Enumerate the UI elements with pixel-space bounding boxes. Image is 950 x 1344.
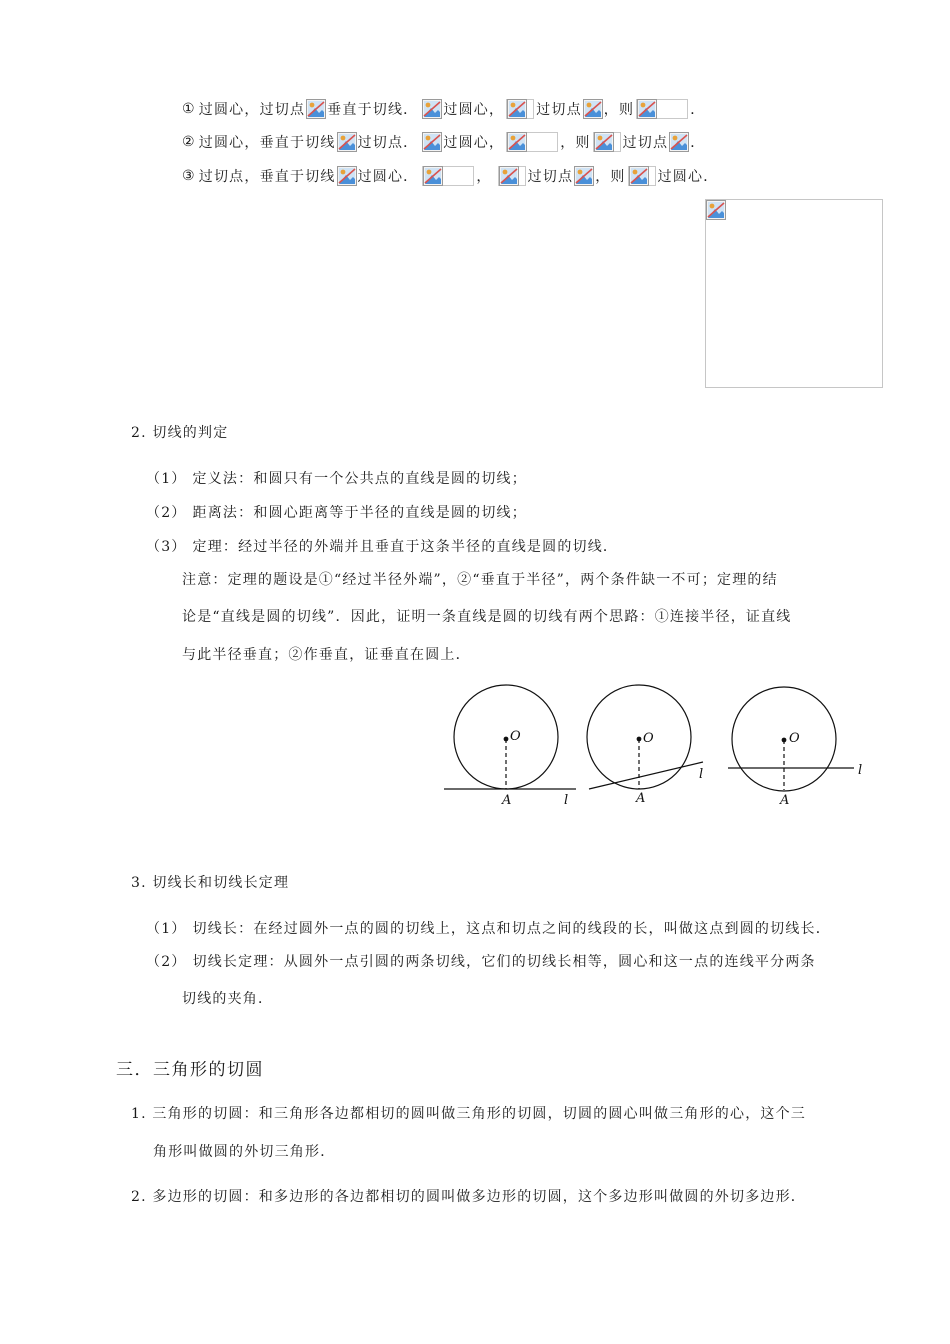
- broken-image-box: [506, 132, 558, 152]
- line-l: [589, 762, 703, 789]
- broken-image-icon: [574, 166, 594, 186]
- list-item-continuation: 切线的夹角．: [182, 991, 274, 1007]
- broken-image-box: [593, 132, 621, 152]
- broken-image-icon: [499, 166, 519, 186]
- broken-image-box: [422, 166, 474, 186]
- label-o: O: [789, 731, 800, 746]
- label-l: l: [564, 793, 569, 808]
- label-o: O: [643, 731, 654, 746]
- case-number: ①: [182, 101, 196, 117]
- broken-image-box: [636, 99, 688, 119]
- broken-image-icon: [507, 99, 527, 119]
- figure-tangent: [444, 685, 576, 808]
- label-a: A: [636, 791, 646, 806]
- broken-image-icon: [337, 132, 357, 152]
- paragraph-line: 1. 三角形的切圆：和三角形各边都相切的圆叫做三角形的切圆，切圆的圆心叫做三角形的心，这个三: [131, 1106, 807, 1122]
- paragraph-line: 角形叫做圆的外切三角形．: [153, 1144, 336, 1160]
- section-title: 3. 切线长和切线长定理: [131, 875, 290, 891]
- broken-image-icon: [583, 99, 603, 119]
- broken-image-icon: [423, 166, 443, 186]
- broken-image-icon: [422, 99, 442, 119]
- label-o: O: [510, 729, 521, 744]
- label-a: A: [780, 793, 790, 808]
- list-item: （2） 距离法：和圆心距离等于半径的直线是圆的切线；: [146, 505, 527, 521]
- tangent-figures: [440, 682, 880, 812]
- list-item: （1） 定义法：和圆只有一个公共点的直线是圆的切线；: [146, 471, 527, 487]
- broken-image-icon: [594, 132, 614, 152]
- label-l: l: [699, 767, 704, 782]
- broken-image-box: [628, 166, 656, 186]
- label-a: A: [502, 793, 512, 808]
- broken-image-box: [506, 99, 534, 119]
- note-line: 注意：定理的题设是①“经过半径外端”，②“垂直于半径”，两个条件缺一不可；定理的结: [182, 572, 778, 588]
- section-title: 2. 切线的判定: [131, 425, 229, 441]
- case-line-3: ③ 过切点，垂直于切线 过圆心． ， 过切点 ，则 过圆心．: [182, 168, 719, 185]
- broken-image-icon: [706, 200, 726, 220]
- paragraph-line: 2. 多边形的切圆：和多边形的各边都相切的圆叫做多边形的切圆，这个多边形叫做圆的外切多边形．: [131, 1189, 807, 1205]
- case-number: ③: [182, 168, 196, 184]
- list-item: （3） 定理：经过半径的外端并且垂直于这条半径的直线是圆的切线．: [146, 539, 619, 555]
- figure-secant: [728, 687, 862, 808]
- image-placeholder-frame: [705, 199, 883, 388]
- broken-image-icon: [422, 132, 442, 152]
- broken-image-icon: [637, 99, 657, 119]
- case-number: ②: [182, 134, 196, 150]
- broken-image-icon: [507, 132, 527, 152]
- case-line-2: ② 过圆心，垂直于切线 过切点． 过圆心， ，则 过切点 ．: [182, 134, 706, 151]
- figure-oblique: [587, 685, 703, 806]
- broken-image-icon: [629, 166, 649, 186]
- broken-image-icon: [306, 99, 326, 119]
- case-line-1: ① 过圆心，过切点 垂直于切线． 过圆心， 过切点 ，则 ．: [182, 101, 706, 118]
- list-item: （2） 切线长定理：从圆外一点引圆的两条切线，它们的切线长相等，圆心和这一点的连线平分两条: [146, 954, 816, 970]
- list-item: （1） 切线长：在经过圆外一点的圆的切线上，这点和切点之间的线段的长，叫做这点到圆的切线长．: [146, 921, 831, 937]
- label-l: l: [858, 763, 863, 778]
- broken-image-box: [498, 166, 526, 186]
- note-line: 与此半径垂直；②作垂直，证垂直在圆上．: [182, 647, 471, 663]
- broken-image-icon: [337, 166, 357, 186]
- chapter-heading: 三．三角形的切圆: [116, 1060, 264, 1080]
- broken-image-icon: [669, 132, 689, 152]
- note-line: 论是“直线是圆的切线”．因此，证明一条直线是圆的切线有两个思路：①连接半径，证直线: [182, 609, 792, 625]
